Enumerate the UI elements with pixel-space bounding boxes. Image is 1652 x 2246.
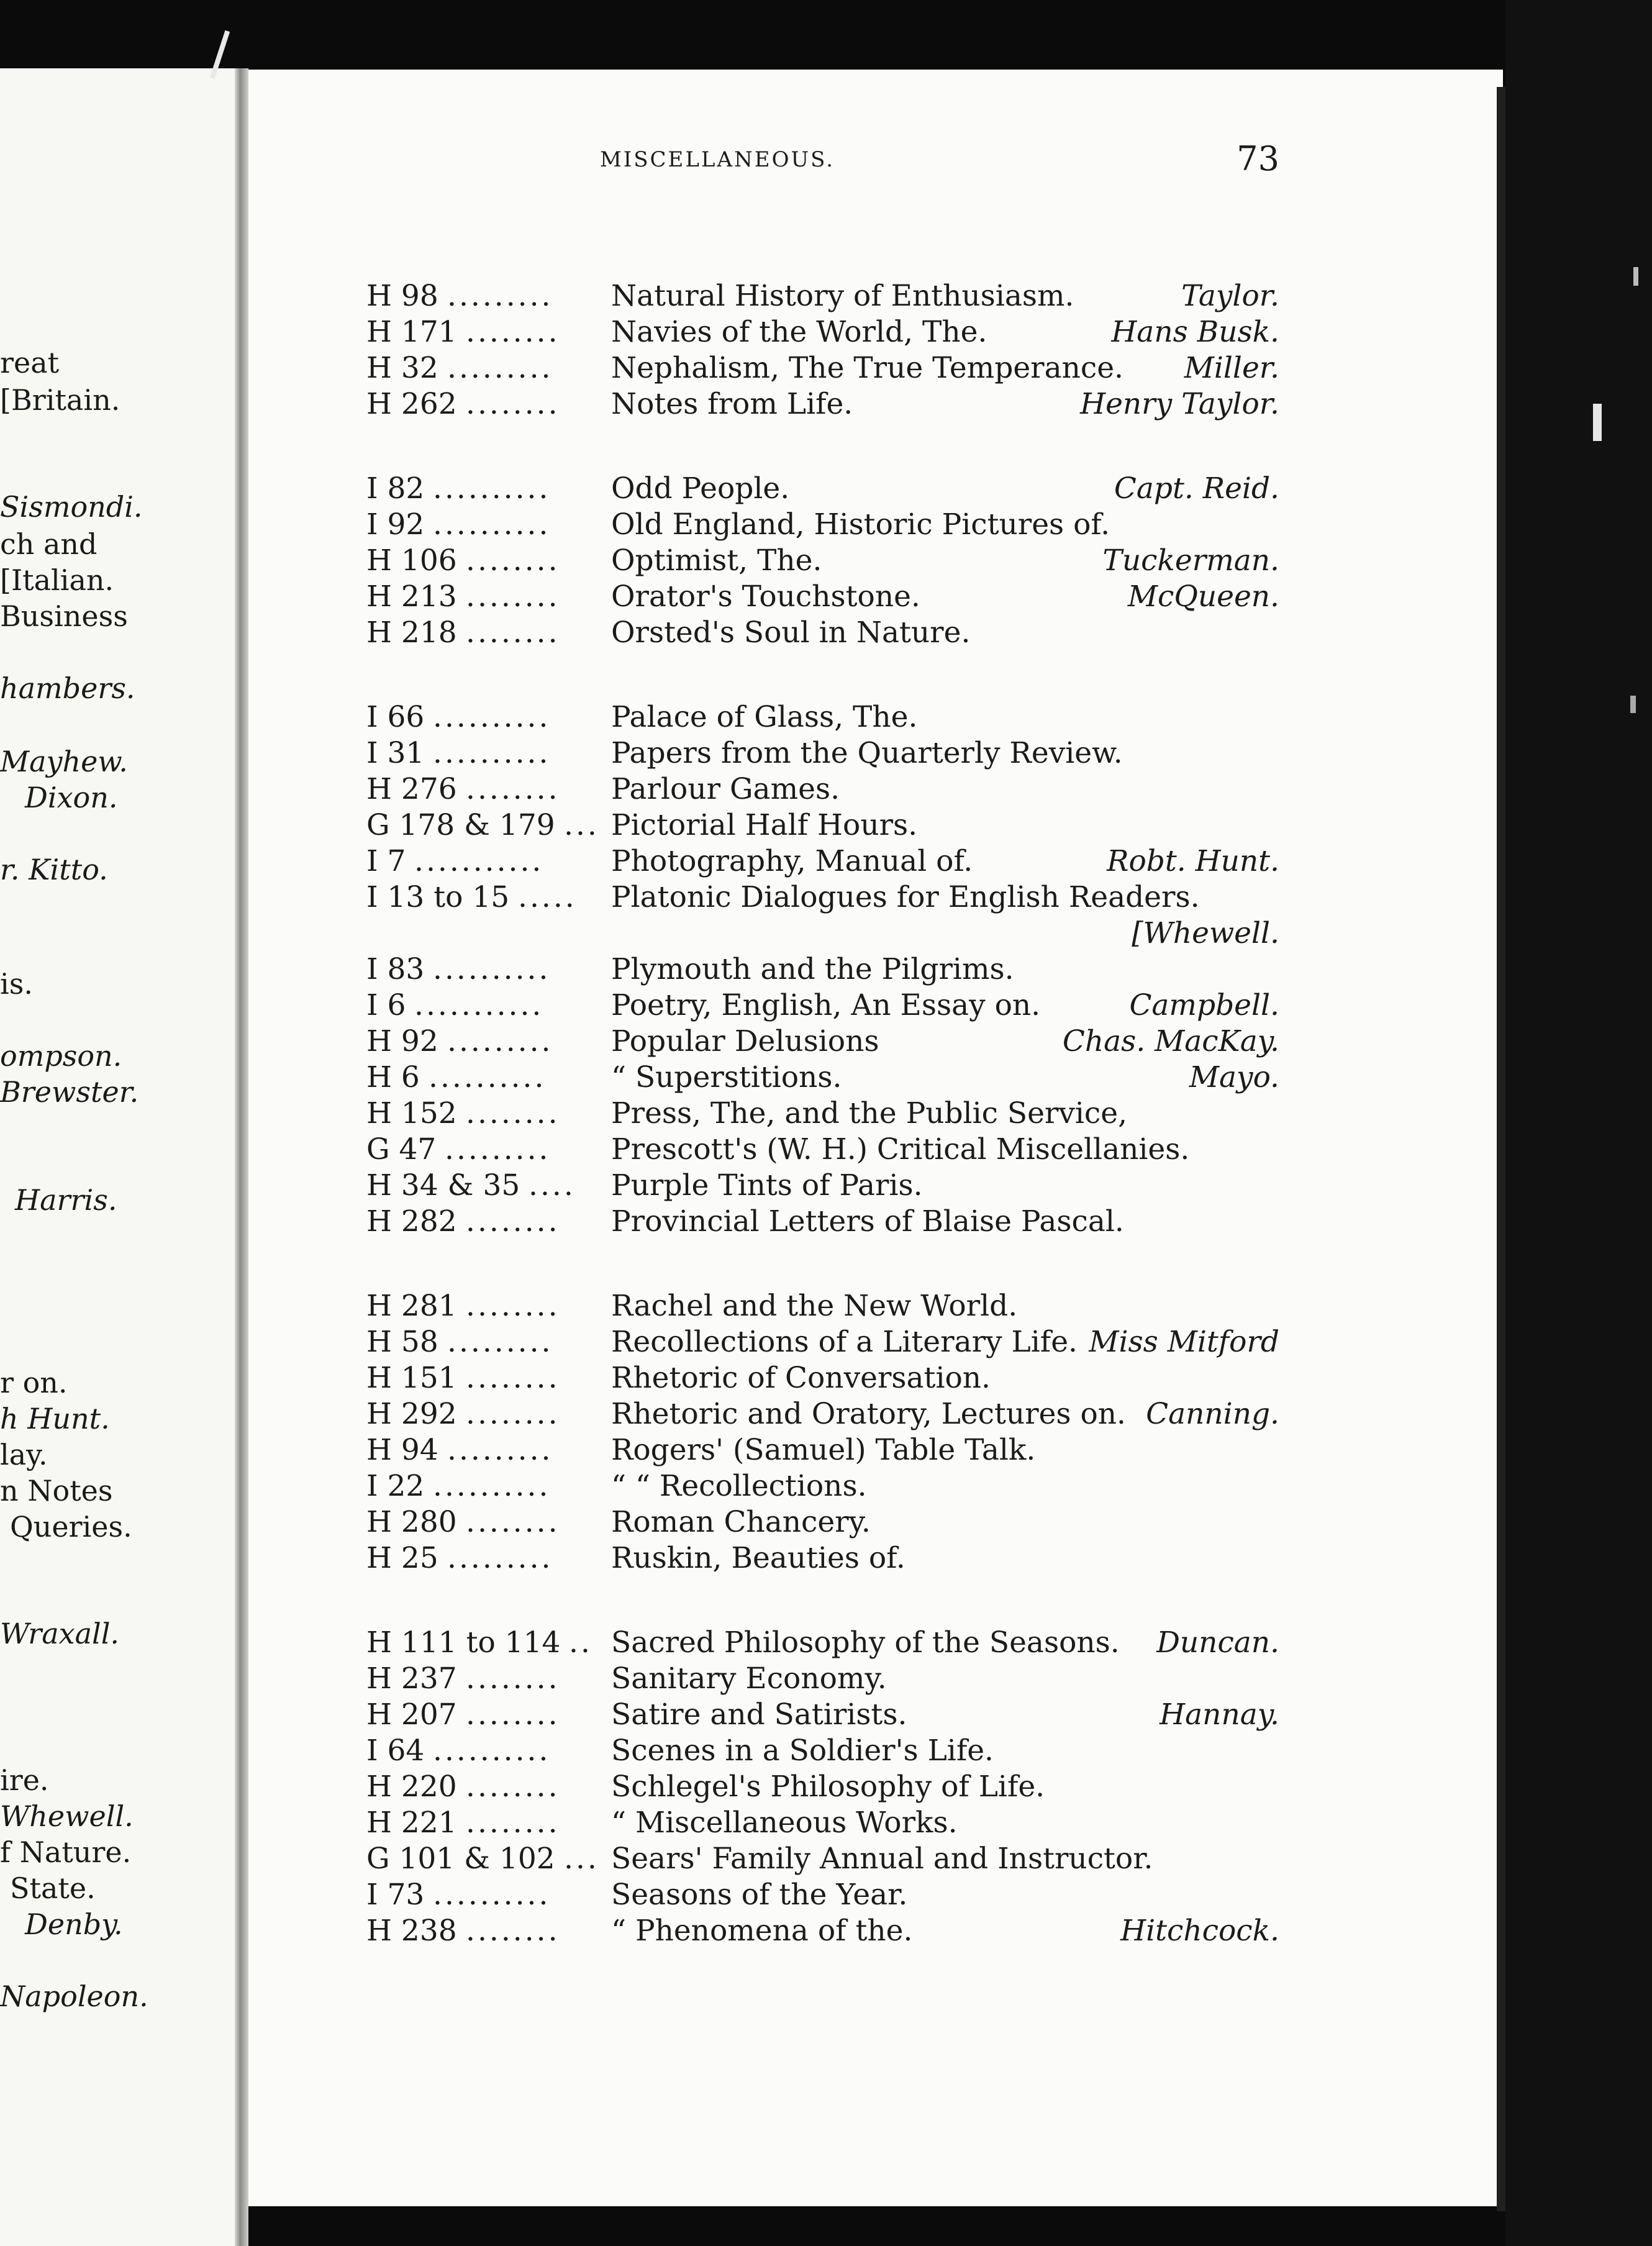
- catalogue-entry: [366, 1504, 1279, 1540]
- catalogue-entry: [366, 543, 1279, 579]
- catalogue-entry: [366, 1204, 1279, 1240]
- shelf-reference: H 32: [366, 351, 438, 385]
- catalogue-entry: [366, 507, 1279, 543]
- catalogue-entry: [366, 1288, 1279, 1324]
- book-title: Satire and Satirists.: [611, 1698, 907, 1732]
- catalogue-entry: [366, 314, 1279, 350]
- book-title: Navies of the World, The.: [611, 315, 987, 349]
- shelf-reference: H 94: [366, 1433, 438, 1467]
- dot-leader: ........: [466, 1096, 560, 1130]
- shelf-reference: H 34 & 35: [366, 1168, 520, 1203]
- book-author: Henry Taylor.: [1080, 387, 1279, 421]
- book-author: Tuckerman.: [1102, 543, 1279, 578]
- left-page-fragment: h Hunt.: [0, 1402, 110, 1435]
- shelf-reference: H 98: [366, 279, 438, 313]
- dot-leader: .....: [518, 880, 577, 914]
- book-author: Taylor.: [1181, 279, 1279, 313]
- dot-leader: .........: [447, 279, 553, 313]
- book-author: Campbell.: [1129, 988, 1279, 1022]
- left-page-fragment: Denby.: [25, 1907, 123, 1941]
- catalogue-entry: [366, 880, 1279, 916]
- left-page-fragment: lay.: [0, 1438, 48, 1471]
- catalogue-entry: [366, 1661, 1279, 1697]
- page-number: 73: [1237, 139, 1279, 178]
- catalogue-entry: [366, 1360, 1279, 1396]
- dot-leader: .........: [447, 351, 553, 385]
- left-page-fragment: r on.: [0, 1366, 68, 1399]
- catalogue-entry: [366, 1913, 1279, 1949]
- shelf-reference: H 276: [366, 772, 457, 806]
- shelf-reference: I 92: [366, 507, 425, 542]
- dot-leader: .........: [447, 1325, 553, 1359]
- book-title: Platonic Dialogues for English Readers.: [611, 880, 1200, 914]
- book-author: Chas. MacKay.: [1062, 1024, 1279, 1058]
- book-title: “ Superstitions.: [611, 1060, 842, 1094]
- dot-leader: .........: [447, 1024, 553, 1058]
- left-page-fragment: hambers.: [0, 671, 135, 705]
- book-title: Prescott's (W. H.) Critical Miscellanies.: [611, 1132, 1190, 1166]
- left-page-fragment: Dixon.: [25, 781, 118, 814]
- dot-leader: ........: [466, 387, 560, 421]
- dot-leader: ..........: [433, 952, 551, 986]
- catalogue-entry: [366, 1769, 1279, 1805]
- dot-leader: ........: [466, 1770, 560, 1804]
- left-page-fragment: ch and: [0, 527, 98, 561]
- shelf-reference: H 152: [366, 1096, 457, 1130]
- dot-leader: ...........: [414, 988, 544, 1022]
- catalogue-entry: [366, 1625, 1279, 1661]
- dot-leader: ........: [466, 1806, 560, 1840]
- catalogue-entry: [366, 1024, 1279, 1060]
- catalogue-entry: [366, 1060, 1279, 1096]
- dot-leader: ........: [466, 580, 560, 614]
- dot-leader: .........: [447, 1541, 553, 1575]
- book-author: Miller.: [1184, 351, 1279, 385]
- left-page-fragment: f Nature.: [0, 1835, 132, 1869]
- book-author: Mayo.: [1189, 1060, 1279, 1094]
- catalogue-entry: [366, 1841, 1279, 1877]
- book-author: Robt. Hunt.: [1107, 844, 1279, 878]
- page-edge: [1497, 87, 1505, 2211]
- dot-leader: ..........: [433, 736, 551, 770]
- left-page-fragment: Brewster.: [0, 1075, 139, 1109]
- dot-leader: .........: [445, 1132, 551, 1166]
- book-author: [Whewell.: [1132, 916, 1279, 950]
- book-title: Scenes in a Soldier's Life.: [611, 1734, 994, 1768]
- left-page-fragment: reat: [0, 346, 60, 380]
- book-title: Purple Tints of Paris.: [611, 1168, 923, 1203]
- dot-leader: ........: [466, 1505, 560, 1539]
- book-title: Sanitary Economy.: [611, 1662, 887, 1696]
- left-page-fragment: [Italian.: [0, 563, 114, 597]
- shelf-reference: H 218: [366, 616, 457, 650]
- dot-leader: ........: [466, 1662, 560, 1696]
- left-page-fragment: r. Kitto.: [0, 853, 108, 886]
- shelf-reference: H 281: [366, 1289, 457, 1323]
- dot-leader: ........: [466, 1914, 560, 1948]
- left-facing-page: [0, 68, 235, 2246]
- shelf-reference: G 101 & 102: [366, 1842, 555, 1876]
- left-page-fragment: is.: [0, 967, 33, 1001]
- book-author: Hitchcock.: [1120, 1914, 1279, 1948]
- book-title: Orsted's Soul in Nature.: [611, 616, 971, 650]
- scan-artifact: [1630, 696, 1636, 713]
- catalogue-entry: [366, 615, 1279, 651]
- shelf-reference: I 13 to 15: [366, 880, 510, 914]
- dot-leader: ..........: [429, 1060, 547, 1094]
- shelf-reference: I 6: [366, 988, 406, 1022]
- book-title: Seasons of the Year.: [611, 1878, 908, 1912]
- book-title: Optimist, The.: [611, 543, 822, 578]
- book-title: Recollections of a Literary Life.: [611, 1325, 1078, 1359]
- book-author: Hannay.: [1160, 1698, 1279, 1732]
- catalogue-entry: [366, 1733, 1279, 1769]
- left-page-fragment: Whewell.: [0, 1799, 134, 1833]
- catalogue-entry: [366, 735, 1279, 771]
- dot-leader: ........: [466, 1361, 560, 1395]
- book-title: Rogers' (Samuel) Table Talk.: [611, 1433, 1036, 1467]
- dot-leader: ..........: [433, 1734, 551, 1768]
- book-author: Duncan.: [1156, 1625, 1279, 1660]
- shelf-reference: H 213: [366, 580, 457, 614]
- dot-leader: .........: [447, 1433, 553, 1467]
- catalogue-entry: [366, 579, 1279, 615]
- shelf-reference: H 292: [366, 1397, 457, 1431]
- catalogue-entry: [366, 916, 1279, 952]
- dot-leader: ........: [466, 1698, 560, 1732]
- book-title: Sears' Family Annual and Instructor.: [611, 1842, 1153, 1876]
- left-page-fragment: n Notes: [0, 1474, 113, 1507]
- catalogue-entry: [366, 1432, 1279, 1468]
- shelf-reference: G 178 & 179: [366, 808, 555, 842]
- catalogue-entry: [366, 1132, 1279, 1168]
- shelf-reference: G 47: [366, 1132, 437, 1166]
- shelf-reference: I 83: [366, 952, 425, 986]
- dot-leader: ..........: [433, 471, 551, 506]
- shelf-reference: H 220: [366, 1770, 457, 1804]
- book-title: Sacred Philosophy of the Seasons.: [611, 1625, 1120, 1660]
- left-page-fragment: ire.: [0, 1763, 49, 1797]
- catalogue-entry: [366, 350, 1279, 386]
- catalogue-entry: [366, 278, 1279, 314]
- book-title: Roman Chancery.: [611, 1505, 871, 1539]
- book-title: Rhetoric and Oratory, Lectures on.: [611, 1397, 1126, 1431]
- left-page-fragment: Queries.: [10, 1510, 132, 1544]
- book-title: Natural History of Enthusiasm.: [611, 279, 1074, 313]
- book-gutter: [235, 68, 248, 2246]
- dot-leader: ........: [466, 1289, 560, 1323]
- book-title: Old England, Historic Pictures of.: [611, 507, 1110, 542]
- shelf-reference: I 73: [366, 1878, 425, 1912]
- book-title: Parlour Games.: [611, 772, 840, 806]
- dot-leader: ...: [564, 1842, 599, 1876]
- shelf-reference: I 7: [366, 844, 406, 878]
- dot-leader: ..........: [433, 700, 551, 734]
- shelf-reference: H 111 to 114: [366, 1625, 561, 1660]
- catalogue-entry: [366, 1805, 1279, 1841]
- dot-leader: ........: [466, 315, 560, 349]
- catalogue-entry: [366, 1396, 1279, 1432]
- catalogue-entry: [366, 1877, 1279, 1913]
- book-author: Miss Mitford: [1089, 1325, 1279, 1359]
- shelf-reference: H 221: [366, 1806, 457, 1840]
- shelf-reference: H 282: [366, 1204, 457, 1239]
- shelf-reference: H 25: [366, 1541, 438, 1575]
- scan-artifact: [1633, 267, 1638, 286]
- catalogue-entry: [366, 1096, 1279, 1132]
- catalogue-entry: [366, 771, 1279, 807]
- shelf-reference: H 237: [366, 1662, 457, 1696]
- book-title: Popular Delusions: [611, 1024, 879, 1058]
- shelf-reference: H 106: [366, 543, 457, 578]
- dot-leader: ...: [564, 808, 599, 842]
- shelf-reference: H 151: [366, 1361, 457, 1395]
- shelf-reference: H 58: [366, 1325, 438, 1359]
- catalogue-entry: [366, 1540, 1279, 1576]
- book-title: Papers from the Quarterly Review.: [611, 736, 1123, 770]
- left-page-fragment: Harris.: [15, 1183, 117, 1217]
- shelf-reference: I 31: [366, 736, 425, 770]
- book-title: Palace of Glass, The.: [611, 700, 918, 734]
- book-title: Notes from Life.: [611, 387, 853, 421]
- dot-leader: ..........: [433, 1878, 551, 1912]
- shelf-reference: H 171: [366, 315, 457, 349]
- shelf-reference: H 238: [366, 1914, 457, 1948]
- dot-leader: ..........: [433, 1469, 551, 1503]
- dot-leader: ....: [529, 1168, 576, 1203]
- book-title: “ Phenomena of the.: [611, 1914, 913, 1948]
- left-page-fragment: State.: [10, 1871, 96, 1905]
- catalogue-entry: [366, 1697, 1279, 1733]
- dot-leader: ...........: [414, 844, 544, 878]
- left-page-fragment: ompson.: [0, 1039, 122, 1073]
- catalogue-entry: [366, 843, 1279, 880]
- book-author: McQueen.: [1127, 580, 1279, 614]
- catalogue-entry: [366, 1468, 1279, 1504]
- book-title: Ruskin, Beauties of.: [611, 1541, 905, 1575]
- shelf-reference: I 64: [366, 1734, 425, 1768]
- catalogue-entry: [366, 699, 1279, 735]
- shelf-reference: H 207: [366, 1698, 457, 1732]
- scan-artifact: [1593, 404, 1602, 441]
- left-page-fragment: Sismondi.: [0, 490, 143, 524]
- book-author: Capt. Reid.: [1114, 471, 1279, 506]
- book-title: Plymouth and the Pilgrims.: [611, 952, 1014, 986]
- book-title: Nephalism, The True Temperance.: [611, 351, 1123, 385]
- dot-leader: ........: [466, 772, 560, 806]
- book-title: Provincial Letters of Blaise Pascal.: [611, 1204, 1124, 1239]
- shelf-reference: H 280: [366, 1505, 457, 1539]
- left-page-fragment: Wraxall.: [0, 1617, 120, 1650]
- book-author: Hans Busk.: [1111, 315, 1279, 349]
- shelf-reference: H 92: [366, 1024, 438, 1058]
- catalogue-entry: [366, 471, 1279, 507]
- book-title: Odd People.: [611, 471, 790, 506]
- dot-leader: ..........: [433, 507, 551, 542]
- catalogue-entry: [366, 988, 1279, 1024]
- book-title: Schlegel's Philosophy of Life.: [611, 1770, 1045, 1804]
- shelf-reference: H 262: [366, 387, 457, 421]
- book-title: Rachel and the New World.: [611, 1289, 1018, 1323]
- book-title: Poetry, English, An Essay on.: [611, 988, 1041, 1022]
- dot-leader: ........: [466, 1204, 560, 1239]
- running-head: MISCELLANEOUS.: [599, 147, 835, 172]
- shelf-reference: I 82: [366, 471, 425, 506]
- left-page-fragment: Napoleon.: [0, 1980, 148, 2013]
- left-page-fragment: [Britain.: [0, 383, 120, 417]
- catalogue-entry: [366, 1168, 1279, 1204]
- book-title: Press, The, and the Public Service,: [611, 1096, 1128, 1130]
- scan-background: [1505, 0, 1652, 2246]
- dot-leader: ........: [466, 1397, 560, 1431]
- dot-leader: ........: [466, 616, 560, 650]
- dot-leader: ..: [569, 1625, 592, 1660]
- catalogue-entry: [366, 952, 1279, 988]
- left-page-fragment: Business: [0, 599, 128, 633]
- book-title: Orator's Touchstone.: [611, 580, 920, 614]
- book-title: “ Miscellaneous Works.: [611, 1806, 958, 1840]
- catalogue-entry: [366, 807, 1279, 843]
- catalogue-entry: [366, 386, 1279, 422]
- book-title: Pictorial Half Hours.: [611, 808, 918, 842]
- dot-leader: ........: [466, 543, 560, 578]
- book-title: Photography, Manual of.: [611, 844, 973, 878]
- left-page-fragment: Mayhew.: [0, 745, 128, 778]
- book-title: “ “ Recollections.: [611, 1469, 867, 1503]
- shelf-reference: I 22: [366, 1469, 425, 1503]
- book-author: Canning.: [1146, 1397, 1279, 1431]
- book-title: Rhetoric of Conversation.: [611, 1361, 991, 1395]
- shelf-reference: H 6: [366, 1060, 420, 1094]
- catalogue-entry: [366, 1324, 1279, 1360]
- shelf-reference: I 66: [366, 700, 425, 734]
